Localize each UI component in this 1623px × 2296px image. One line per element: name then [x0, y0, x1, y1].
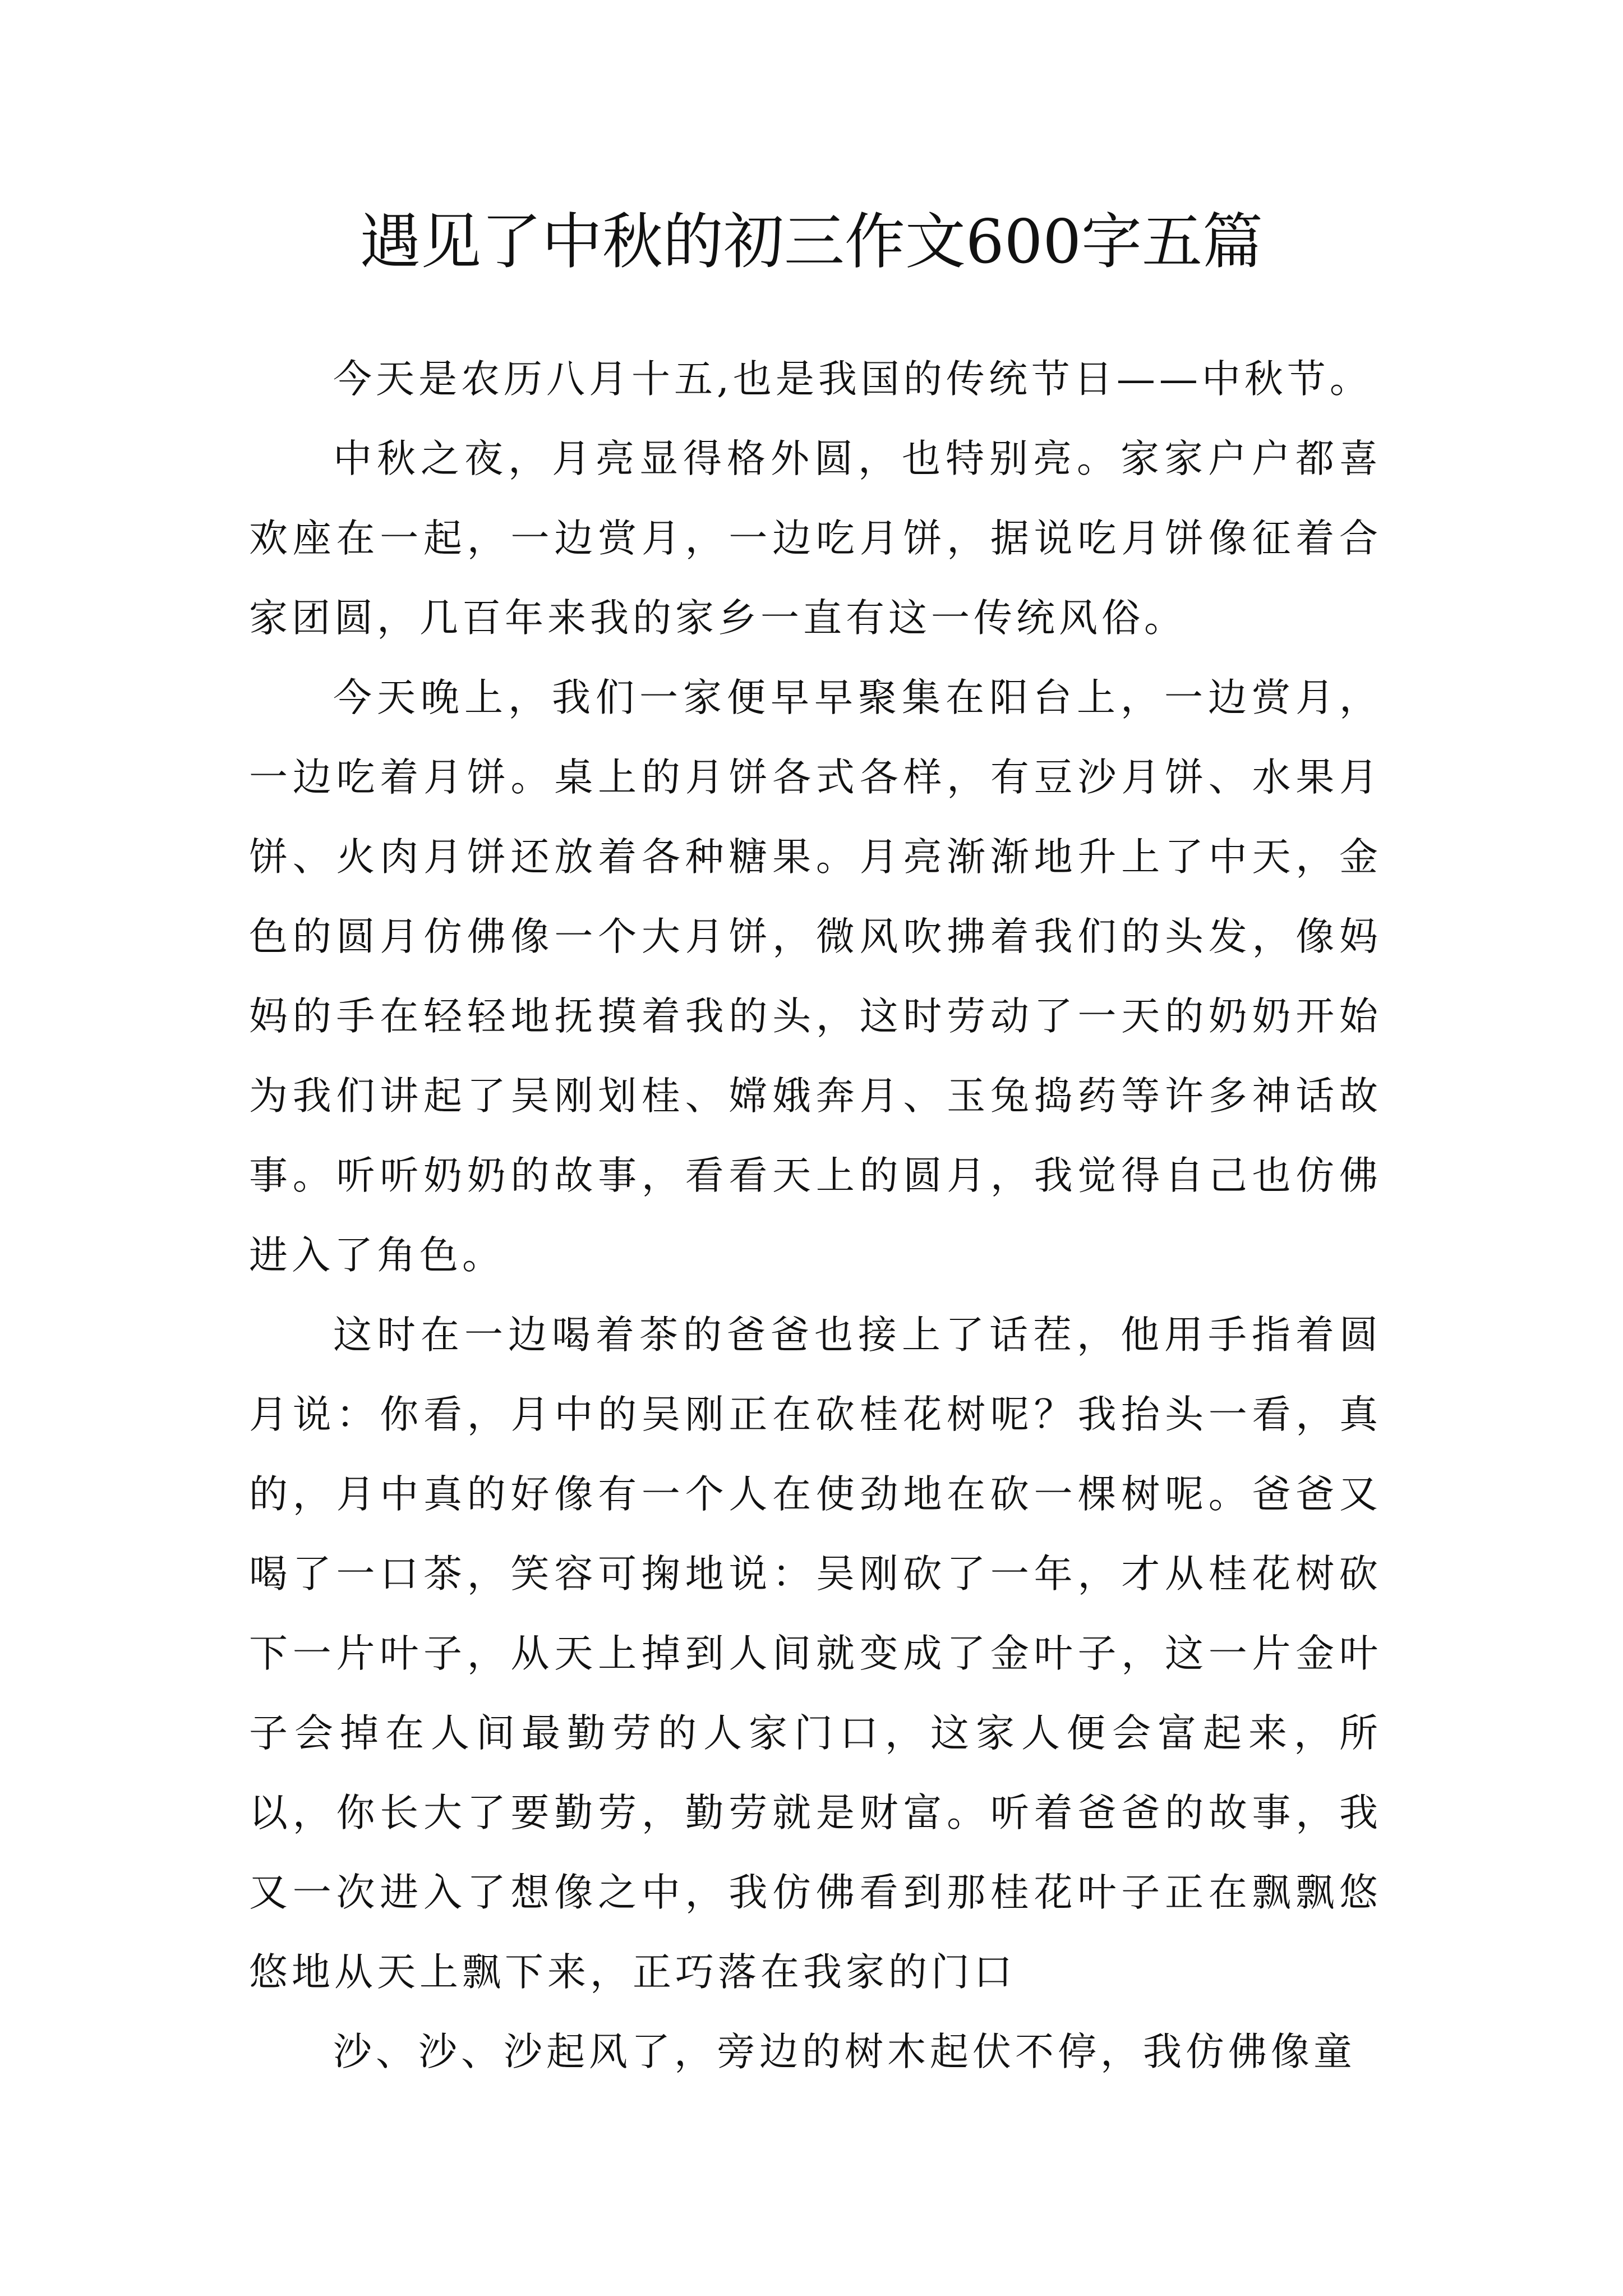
- paragraph: 这时在一边喝着茶的爸爸也接上了话茬，他用手指着圆月说：你看，月中的吴刚正在砍桂花树呢？我抬头一看，真的，月中真的好像有一个人在使劲地在砍一棵树呢。爸爸又喝了一口茶，笑容可掬地说：吴刚砍了一年，才从桂花树砍下一片叶子，从天上掉到人间就变成了金叶子，这一片金叶子会掉在人间最勤劳的人家门口，这家人便会富起来，所以，你长大了要勤劳，勤劳就是财富。听着爸爸的故事，我又一次进入了想像之中，我仿佛看到那桂花叶子正在飘飘悠悠地从天上飘下来，正巧落在我家的门口: [249, 1313, 1382, 1995]
- document-title: 遇见了中秋的初三作文600字五篇: [359, 207, 1264, 277]
- paragraph: 今天是农历八月十五,也是我国的传统节日——中秋节。: [333, 357, 1372, 402]
- paragraph: 中秋之夜，月亮显得格外圆，也特别亮。家家户户都喜欢座在一起，一边赏月，一边吃月饼，据说吃月饼像征着合家团圆，几百年来我的家乡一直有这一传统风俗。: [249, 436, 1382, 641]
- paragraph: 今天晚上，我们一家便早早聚集在阳台上，一边赏月，一边吃着月饼。桌上的月饼各式各样，有豆沙月饼、水果月饼、火肉月饼还放着各种糖果。月亮渐渐地升上了中天，金色的圆月仿佛像一个大月饼，微风吹拂着我们的头发，像妈妈的手在轻轻地抚摸着我的头，这时劳动了一天的奶奶开始为我们讲起了吴刚划桂、嫦娥奔月、玉兔捣药等许多神话故事。听听奶奶的故事，看看天上的圆月，我觉得自己也仿佛进入了角色。: [249, 675, 1382, 1278]
- paragraph: 沙、沙、沙起风了，旁边的树木起伏不停，我仿佛像童: [333, 2030, 1356, 2074]
- document-body: [249, 339, 1382, 2092]
